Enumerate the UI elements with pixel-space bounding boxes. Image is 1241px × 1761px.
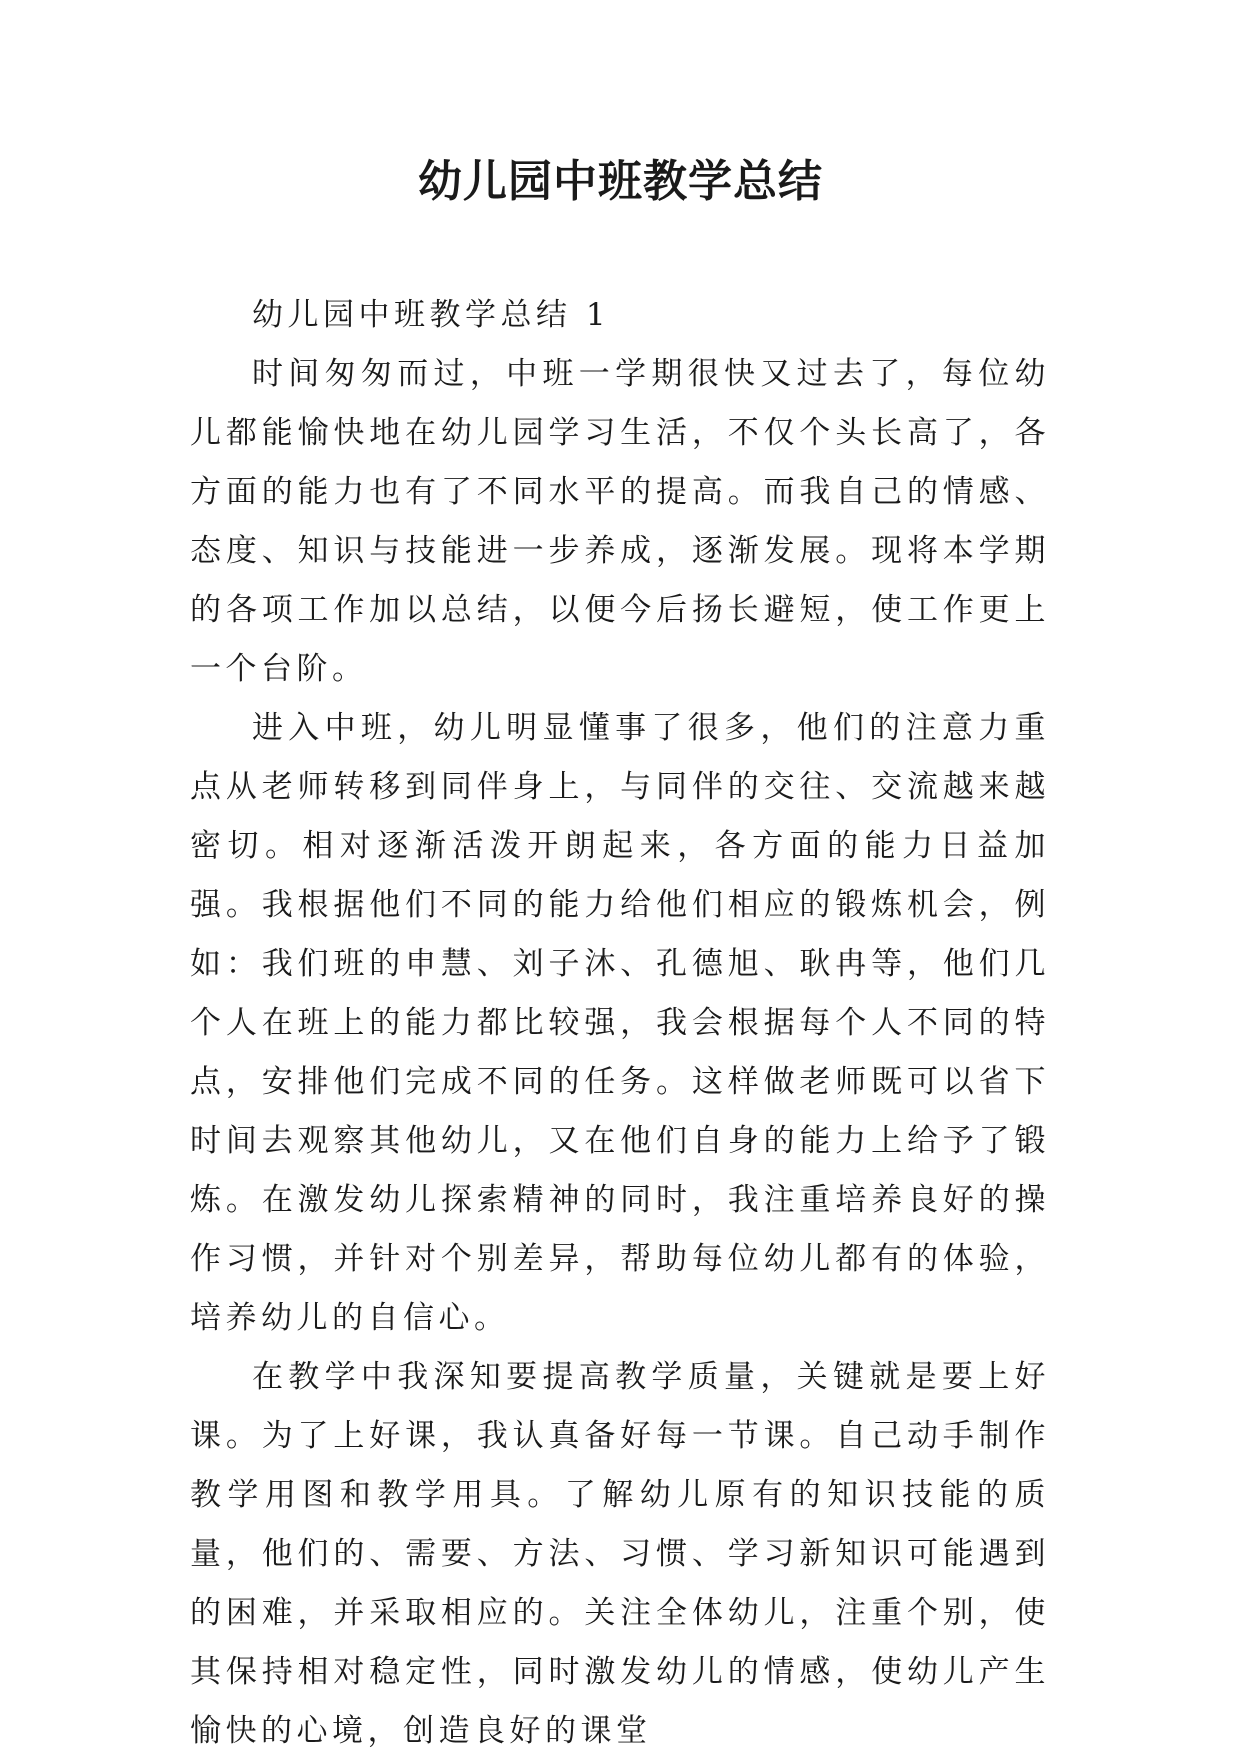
section-heading: 幼儿园中班教学总结 1 (252, 297, 611, 333)
paragraph-1: 时间匆匆而过，中班一学期很快又过去了，每位幼儿都能愉快地在幼儿园学习生活，不仅个头长高了，各方面的能力也有了不同水平的提高。而我自己的情感、态度、知识与技能进一步养成，逐渐发展。现将本学期的各项工作加以总结，以便今后扬长避短，使工作更上一个台阶。 (190, 356, 1050, 687)
paragraph-2: 进入中班，幼儿明显懂事了很多，他们的注意力重点从老师转移到同伴身上，与同伴的交往、交流越来越密切。相对逐渐活泼开朗起来，各方面的能力日益加强。我根据他们不同的能力给他们相应的锻炼机会，例如：我们班的申慧、刘子沐、孔德旭、耿冉等，他们几个人在班上的能力都比较强，我会根据每个人不同的特点，安排他们完成不同的任务。这样做老师既可以省下时间去观察其他幼儿，又在他们自身的能力上给予了锻炼。在激发幼儿探索精神的同时，我注重培养良好的操作习惯，并针对个别差异，帮助每位幼儿都有的体验，培养幼儿的自信心。 (190, 710, 1050, 1336)
document-body (190, 286, 1050, 1761)
paragraph-3: 在教学中我深知要提高教学质量，关键就是要上好课。为了上好课，我认真备好每一节课。自己动手制作教学用图和教学用具。了解幼儿原有的知识技能的质量，他们的、需要、方法、习惯、学习新知识可能遇到的困难，并采取相应的。关注全体幼儿，注重个别，使其保持相对稳定性，同时激发幼儿的情感，使幼儿产生愉快的心境，创造良好的课堂 (190, 1359, 1050, 1749)
document-title: 幼儿园中班教学总结 (418, 156, 823, 207)
